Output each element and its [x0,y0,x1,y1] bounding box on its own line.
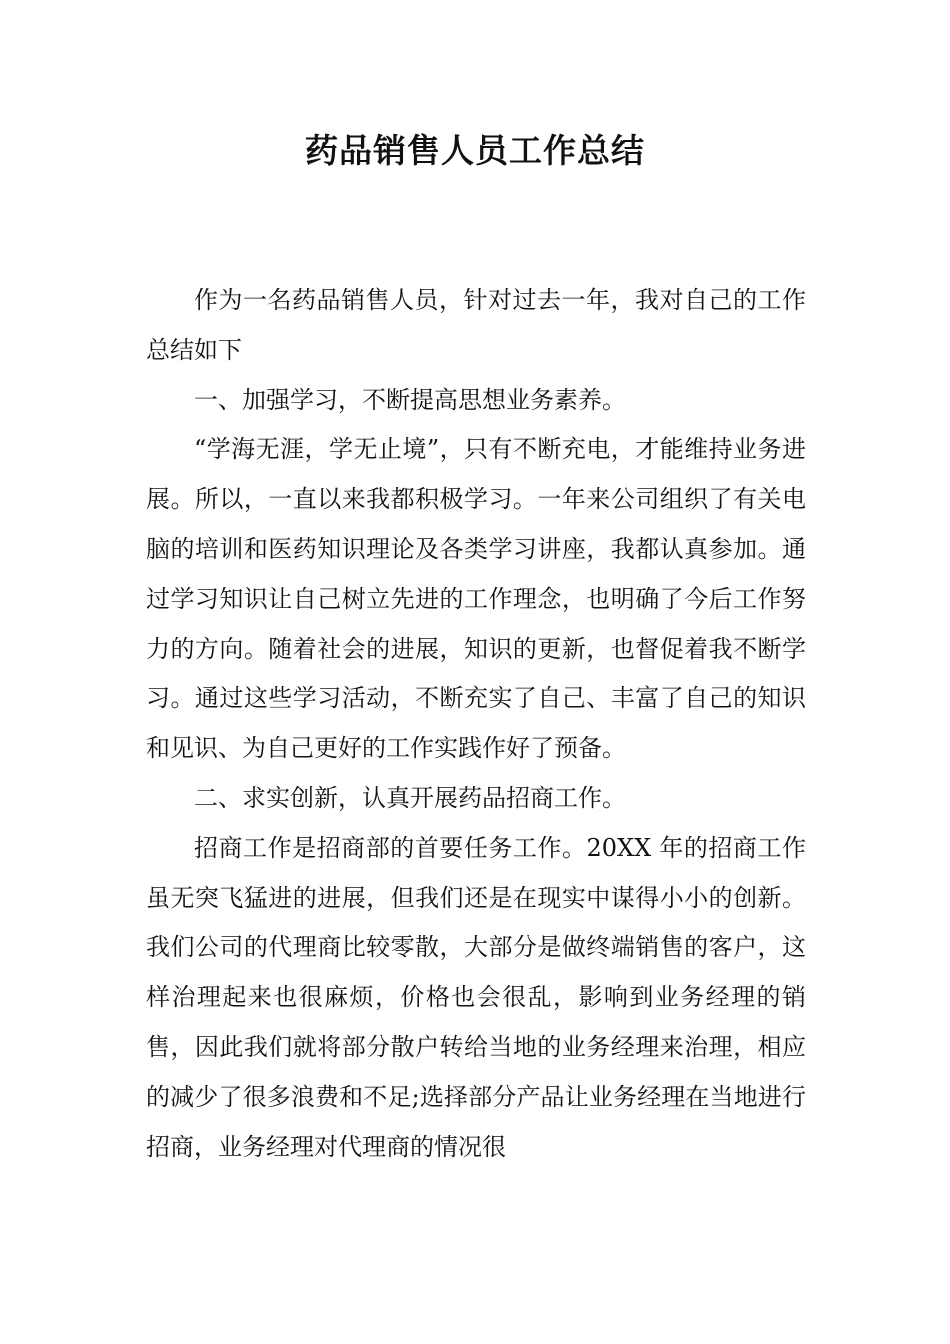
document-body [146,276,806,1172]
document-title: 药品销售人员工作总结 [305,131,645,170]
section-heading-2: 二、求实创新，认真开展药品招商工作。 [194,783,626,812]
paragraph-investment: 招商工作是招商部的首要任务工作。20XX 年的招商工作虽无突飞猛进的进展，但我们还是在现实中谋得小小的创新。我们公司的代理商比较零散，大部分是做终端销售的客户，这样治理起来也很麻烦，价格也会很乱，影响到业务经理的销售，因此我们就将部分散户转给当地的业务经理来治理，相应的减少了很多浪费和不足;选择部分产品让业务经理在当地进行招商，业务经理对代理商的情况很 [146,833,806,1161]
paragraph-intro: 作为一名药品销售人员，针对过去一年，我对自己的工作总结如下 [146,286,806,364]
section-heading-1: 一、加强学习，不断提高思想业务素养。 [194,385,626,414]
paragraph-learning: “学海无涯，学无止境”，只有不断充电，才能维持业务进展。所以，一直以来我都积极学习。一年来公司组织了有关电脑的培训和医药知识理论及各类学习讲座，我都认真参加。通过学习知识让自己树立先进的工作理念，也明确了今后工作努力的方向。随着社会的进展，知识的更新，也督促着我不断学习。通过这些学习活动，不断充实了自己、丰富了自己的知识和见识、为自己更好的工作实践作好了预备。 [146,435,806,763]
